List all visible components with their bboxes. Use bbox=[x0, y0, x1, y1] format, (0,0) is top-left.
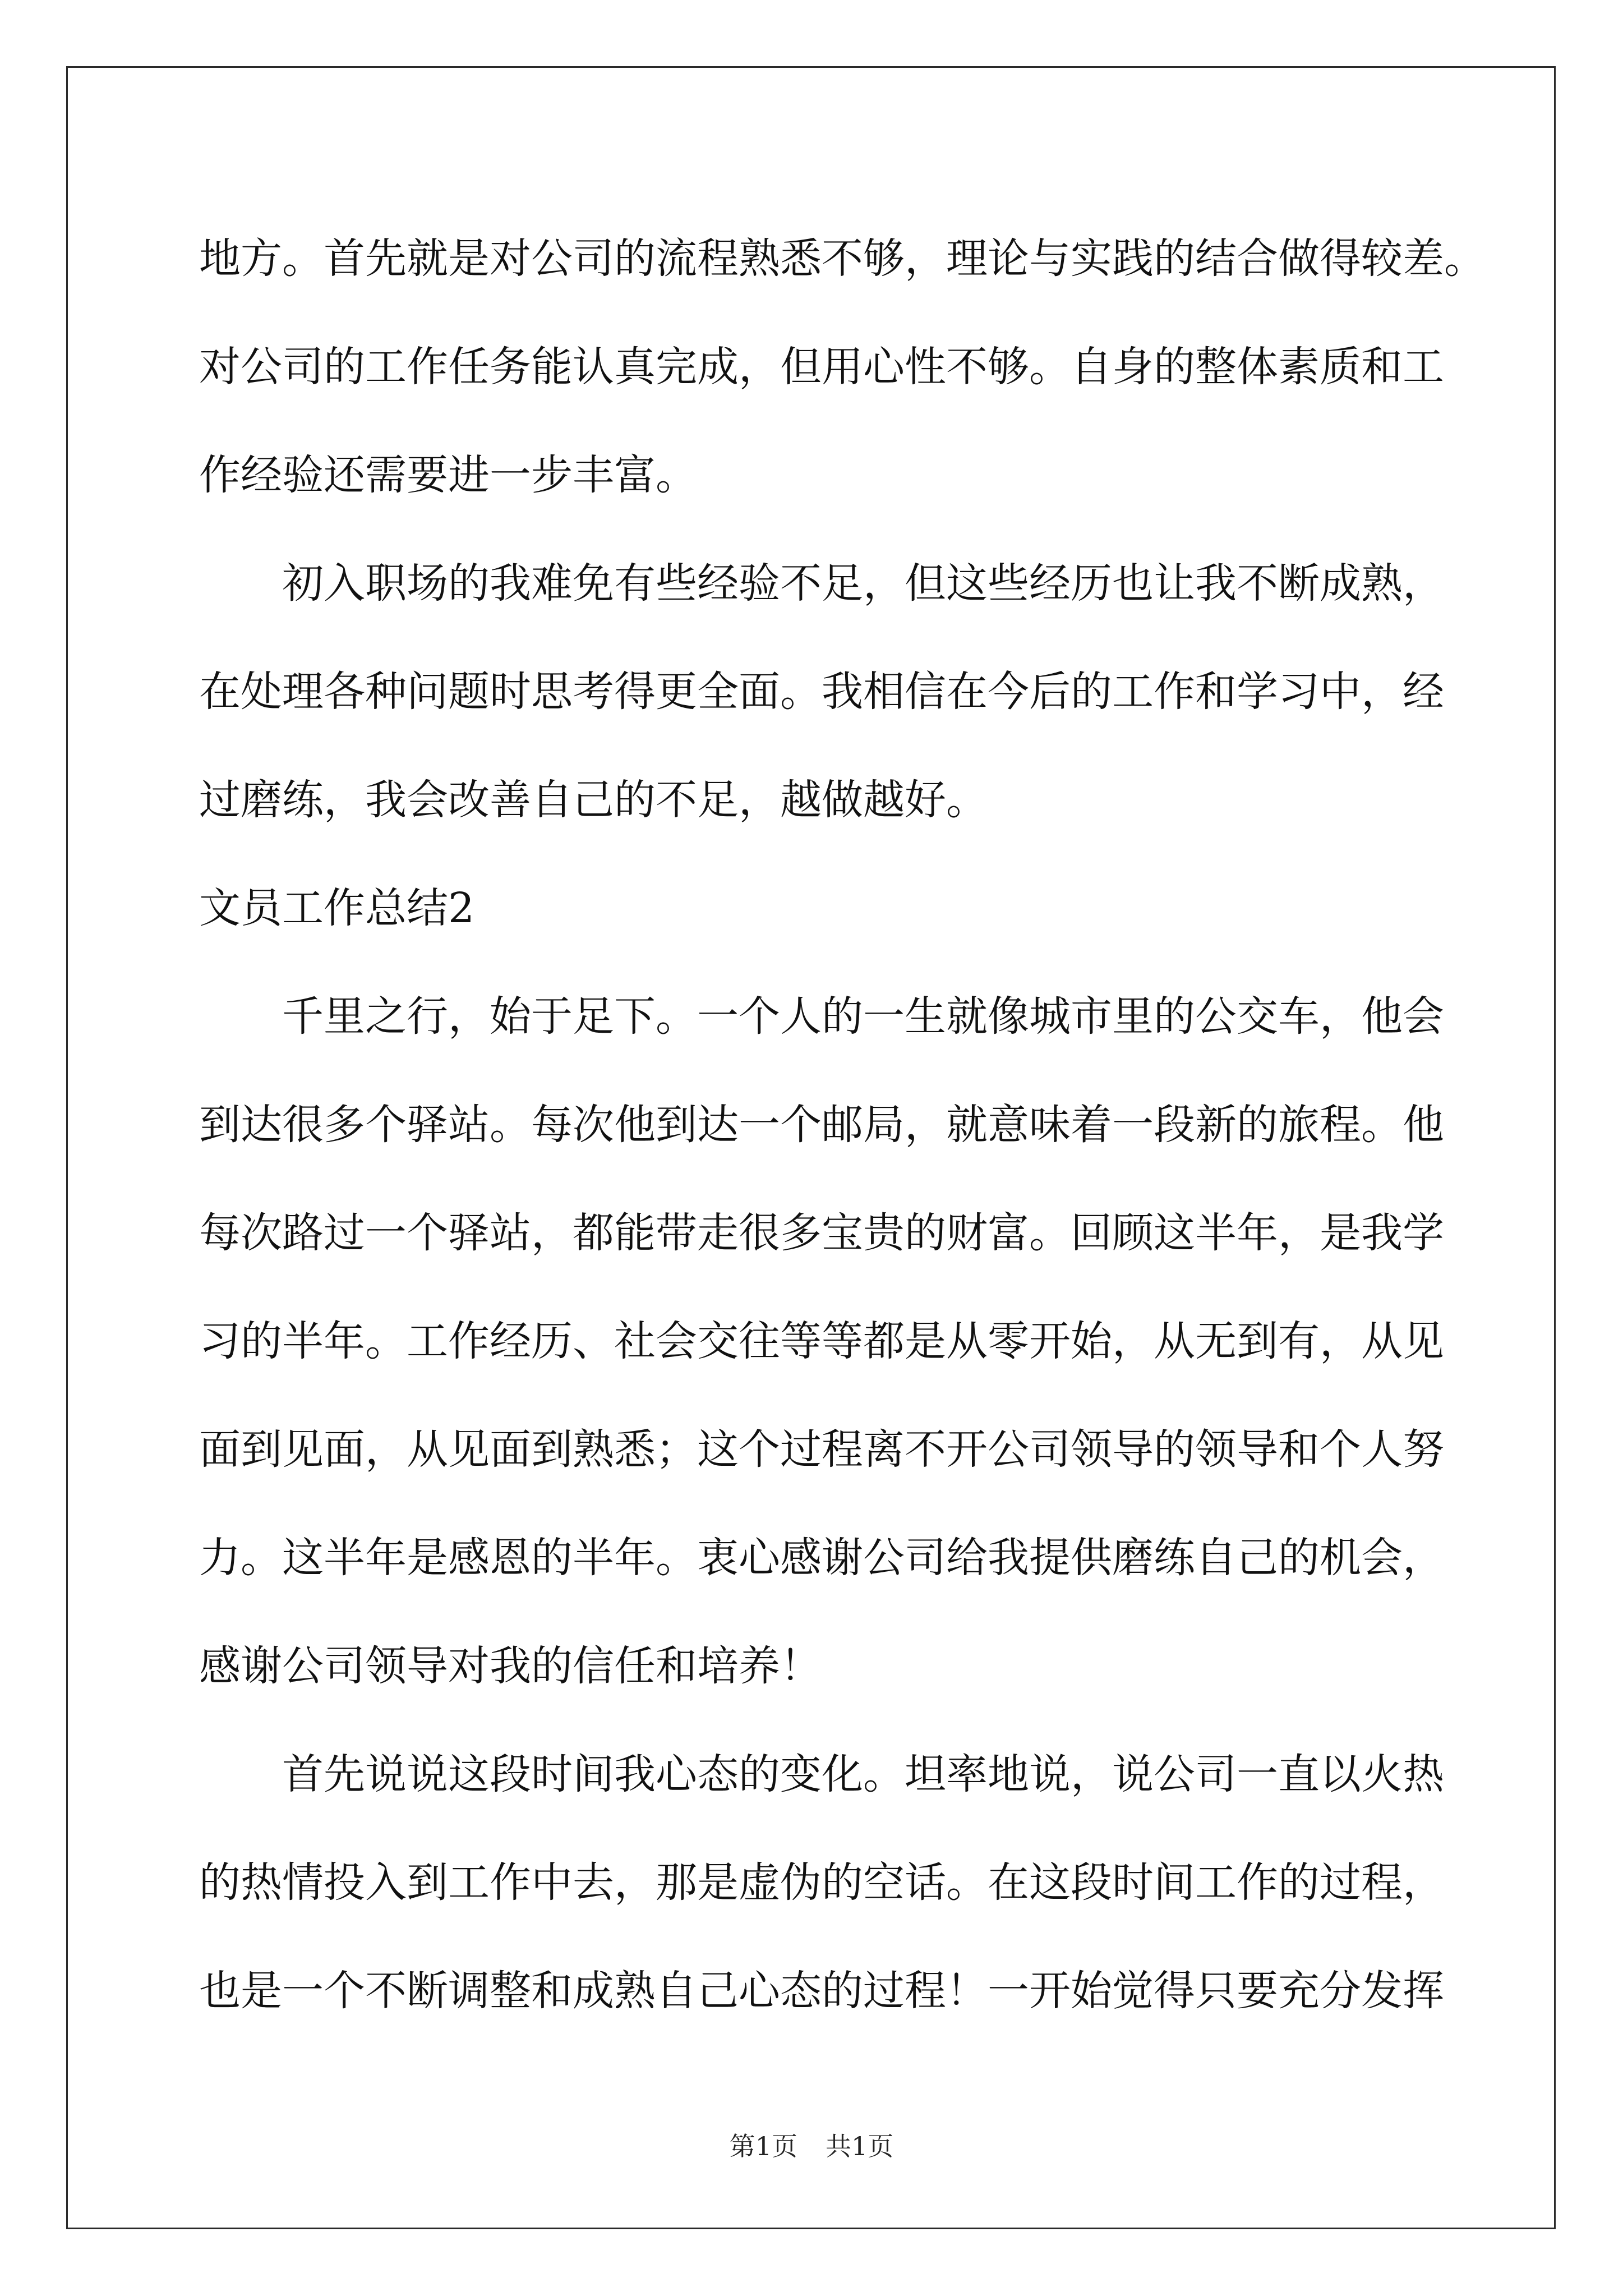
text-line: 到达很多个驿站。每次他到达一个邮局，就意味着一段新的旅程。他 bbox=[199, 1101, 1444, 1149]
paragraph bbox=[199, 963, 1444, 1720]
paragraph bbox=[199, 205, 1486, 530]
text-line: 面到见面，从见面到熟悉；这个过程离不开公司领导的领导和个人努 bbox=[199, 1425, 1444, 1474]
text-line: 在处理各种问题时思考得更全面。我相信在今后的工作和学习中，经 bbox=[199, 668, 1444, 716]
text-line: 的热情投入到工作中去，那是虚伪的空话。在这段时间工作的过程， bbox=[199, 1858, 1444, 1907]
text-line: 对公司的工作任务能认真完成，但用心性不够。自身的整体素质和工 bbox=[199, 343, 1444, 391]
text-line: 作经验还需要进一步丰富。 bbox=[199, 451, 697, 499]
text-line: 感谢公司领导对我的信任和培养！ bbox=[199, 1642, 822, 1690]
paragraph bbox=[199, 530, 1444, 854]
text-line: 首先说说这段时间我心态的变化。坦率地说，说公司一直以火热 bbox=[282, 1750, 1444, 1798]
section-title: 文员工作总结2 bbox=[199, 884, 475, 932]
paragraph bbox=[199, 1720, 1444, 2045]
document-body bbox=[199, 205, 1486, 2045]
text-line: 过磨练，我会改善自己的不足，越做越好。 bbox=[199, 776, 988, 824]
text-line: 也是一个不断调整和成熟自己心态的过程！一开始觉得只要充分发挥 bbox=[199, 1967, 1444, 2015]
page-total: 共1页 bbox=[826, 2131, 894, 2161]
text-line: 每次路过一个驿站，都能带走很多宝贵的财富。回顾这半年，是我学 bbox=[199, 1209, 1444, 1257]
text-line: 千里之行，始于足下。一个人的一生就像城市里的公交车，他会 bbox=[282, 992, 1444, 1041]
text-line: 初入职场的我难免有些经验不足，但这些经历也让我不断成熟， bbox=[282, 559, 1444, 608]
page-number: 第1页 bbox=[729, 2131, 797, 2161]
text-line: 习的半年。工作经历、社会交往等等都是从零开始，从无到有，从见 bbox=[199, 1317, 1444, 1365]
text-line: 力。这半年是感恩的半年。衷心感谢公司给我提供磨练自己的机会， bbox=[199, 1534, 1444, 1582]
text-line: 地方。首先就是对公司的流程熟悉不够，理论与实践的结合做得较差。 bbox=[199, 234, 1486, 283]
page-footer bbox=[0, 2126, 1623, 2163]
